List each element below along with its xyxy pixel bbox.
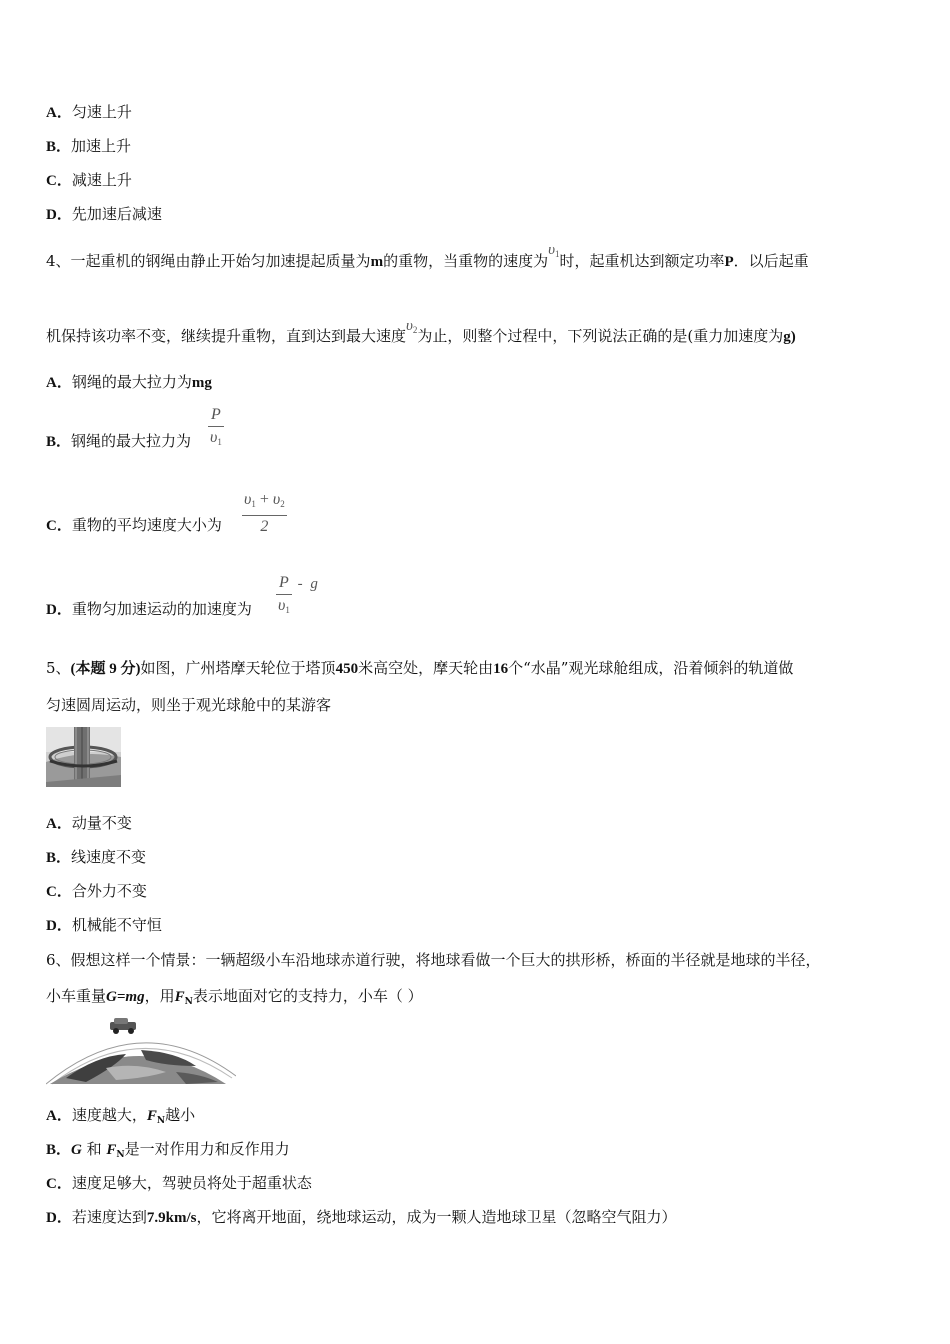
- option-text: 匀速上升: [71, 103, 132, 121]
- var-P: P: [724, 254, 734, 270]
- num-sub: 2: [280, 499, 285, 509]
- option-label: C．: [46, 173, 72, 189]
- height-value: 450: [335, 661, 359, 677]
- option-label: D．: [46, 1210, 72, 1226]
- stem-text: 时，起重机达到额定功率: [559, 252, 725, 270]
- option-label: D．: [46, 602, 72, 618]
- var-G: G: [71, 1142, 82, 1158]
- q4-option-c: [46, 515, 222, 536]
- option-text: 和: [81, 1140, 107, 1158]
- v2-sub: 2: [412, 325, 418, 335]
- tower-ferris-wheel-icon: [46, 727, 121, 787]
- q3-option-a: [46, 102, 132, 123]
- den-symbol: υ: [278, 597, 286, 614]
- option-label: C．: [46, 518, 72, 534]
- option-text: 是一对作用力和反作用力: [124, 1140, 290, 1158]
- stem-text: 米高空处，摩天轮由: [358, 659, 494, 677]
- option-label: A．: [46, 1108, 72, 1124]
- var-g: g: [783, 329, 791, 345]
- stem-text: 匀速圆周运动，则坐于观光球舱中的某游客: [46, 696, 332, 714]
- stem-text: ．以后起重: [733, 252, 809, 270]
- var-F: F: [174, 989, 185, 1005]
- stem-text: 机保持该功率不变，继续提升重物，直到达到最大速度: [46, 327, 407, 345]
- option-label: A．: [46, 105, 72, 121]
- stem-text: ，用: [144, 987, 175, 1005]
- option-label: B．: [46, 139, 72, 155]
- stem-text: 如图，广州塔摩天轮位于塔顶: [140, 659, 336, 677]
- option-label: D．: [46, 918, 72, 934]
- var-g: g: [310, 575, 318, 592]
- stem-text: 小车重量: [46, 987, 107, 1005]
- v1-sub: 1: [554, 249, 560, 259]
- fraction-avg-velocity: [242, 489, 287, 538]
- var-F-sub: N: [156, 1116, 166, 1126]
- var-F-sub: N: [116, 1150, 125, 1160]
- fraction-p-over-v1: [208, 404, 224, 453]
- option-text: 动量不变: [71, 814, 132, 832]
- option-text: 加速上升: [71, 137, 132, 155]
- question-number: 5、: [46, 659, 71, 677]
- fraction-numerator: [242, 489, 287, 516]
- stem-text: 为止，则整个过程中，下列说法正确的是(重力加速度为: [417, 327, 784, 345]
- v2-symbol: υ: [406, 318, 413, 334]
- q6-option-d: [46, 1207, 676, 1228]
- plus-sign: +: [255, 491, 273, 508]
- den-sub: 1: [217, 437, 222, 447]
- num-symbol: υ: [244, 491, 252, 508]
- option-text: 重物匀加速运动的加速度为: [71, 600, 252, 618]
- option-text: 线速度不变: [71, 848, 147, 866]
- option-label: B．: [46, 1142, 72, 1158]
- q3-option-b: [46, 136, 131, 157]
- stem-text: 个“水晶”观光球舱组成，沿着倾斜的轨道做: [508, 659, 794, 677]
- option-label: A．: [46, 816, 72, 832]
- var-v1: [548, 242, 559, 258]
- num-sub: 1: [251, 499, 256, 509]
- stem-text: 表示地面对它的支持力，小车（ ）: [192, 987, 423, 1005]
- option-label: B．: [46, 434, 72, 450]
- q3-option-c: [46, 170, 132, 191]
- option-text: 重物的平均速度大小为: [71, 516, 222, 534]
- option-label: C．: [46, 1176, 72, 1192]
- q6-option-b: [46, 1139, 290, 1165]
- stem-text: 假想这样一个情景：一辆超级小车沿地球赤道行驶，将地球看做一个巨大的拱形桥，桥面的半径就是地球的半径，: [70, 951, 821, 969]
- q5-stem-line2: [46, 695, 331, 715]
- option-label: D．: [46, 207, 72, 223]
- cabin-count: 16: [493, 661, 509, 677]
- stem-text: 的重物，当重物的速度为: [383, 252, 549, 270]
- num-symbol: υ: [272, 491, 281, 508]
- stem-text: 一起重机的钢绳由静止开始匀加速提起质量为: [70, 252, 371, 270]
- question-number: 6、: [46, 951, 71, 969]
- question-marks: (本题 9 分): [70, 661, 141, 677]
- q4-option-d: [46, 599, 252, 620]
- q6-stem-line1: [46, 950, 821, 970]
- option-text: 钢绳的最大拉力为: [71, 373, 192, 391]
- var-F-sub: N: [184, 997, 193, 1007]
- option-label: A．: [46, 375, 72, 391]
- option-text: 机械能不守恒: [71, 916, 162, 934]
- q3-option-d: [46, 204, 162, 225]
- q6-stem-line2: [46, 986, 423, 1012]
- den-sub: 1: [285, 605, 290, 615]
- fraction-acceleration: [276, 572, 318, 621]
- fraction-denominator: 2: [260, 518, 269, 535]
- fraction-numerator: P: [208, 404, 224, 427]
- fraction-denominator: [276, 595, 292, 621]
- q4-stem-line2: [46, 318, 796, 351]
- q6-option-c: [46, 1173, 312, 1194]
- q4-stem-line1: [46, 242, 809, 276]
- q5-stem-line1: [46, 658, 793, 679]
- q4-option-b: [46, 431, 191, 452]
- option-label: B．: [46, 850, 72, 866]
- var-mg: mg: [191, 375, 212, 391]
- q5-option-d: [46, 915, 162, 936]
- option-text: 减速上升: [71, 171, 132, 189]
- earth-arch-bridge-icon: [46, 1016, 236, 1086]
- q5-option-b: [46, 847, 146, 868]
- canton-tower-image: [46, 727, 121, 787]
- option-text: 越小: [165, 1106, 196, 1124]
- minus-sign: -: [297, 575, 303, 592]
- option-text: 若速度达到: [71, 1208, 147, 1226]
- option-text: ，它将离开地面，绕地球运动，成为一颗人造地球卫星（忽略空气阻力）: [196, 1208, 677, 1226]
- option-text: 速度足够大，驾驶员将处于超重状态: [71, 1174, 312, 1192]
- question-number: 4、: [46, 252, 71, 270]
- fraction-numerator: P: [276, 572, 292, 595]
- q6-option-a: [46, 1105, 195, 1131]
- option-text: 先加速后减速: [71, 205, 162, 223]
- var-F: F: [146, 1108, 157, 1124]
- option-text: 合外力不变: [71, 882, 147, 900]
- var-F: F: [106, 1142, 117, 1158]
- q5-option-a: [46, 813, 132, 834]
- var-G-eq: G=mg: [106, 989, 145, 1005]
- var-v2: [406, 318, 417, 334]
- q5-option-c: [46, 881, 147, 902]
- v1-symbol: υ: [548, 242, 555, 258]
- orbital-velocity: 7.9km/s: [146, 1210, 197, 1226]
- earth-car-image: [46, 1016, 236, 1086]
- den-symbol: υ: [210, 429, 218, 446]
- option-text: 钢绳的最大拉力为: [71, 432, 192, 450]
- q4-option-a: [46, 372, 212, 393]
- option-text: 速度越大，: [71, 1106, 147, 1124]
- stem-text: ): [790, 329, 796, 345]
- fraction-denominator: [208, 427, 224, 453]
- option-label: C．: [46, 884, 72, 900]
- var-m: m: [370, 254, 384, 270]
